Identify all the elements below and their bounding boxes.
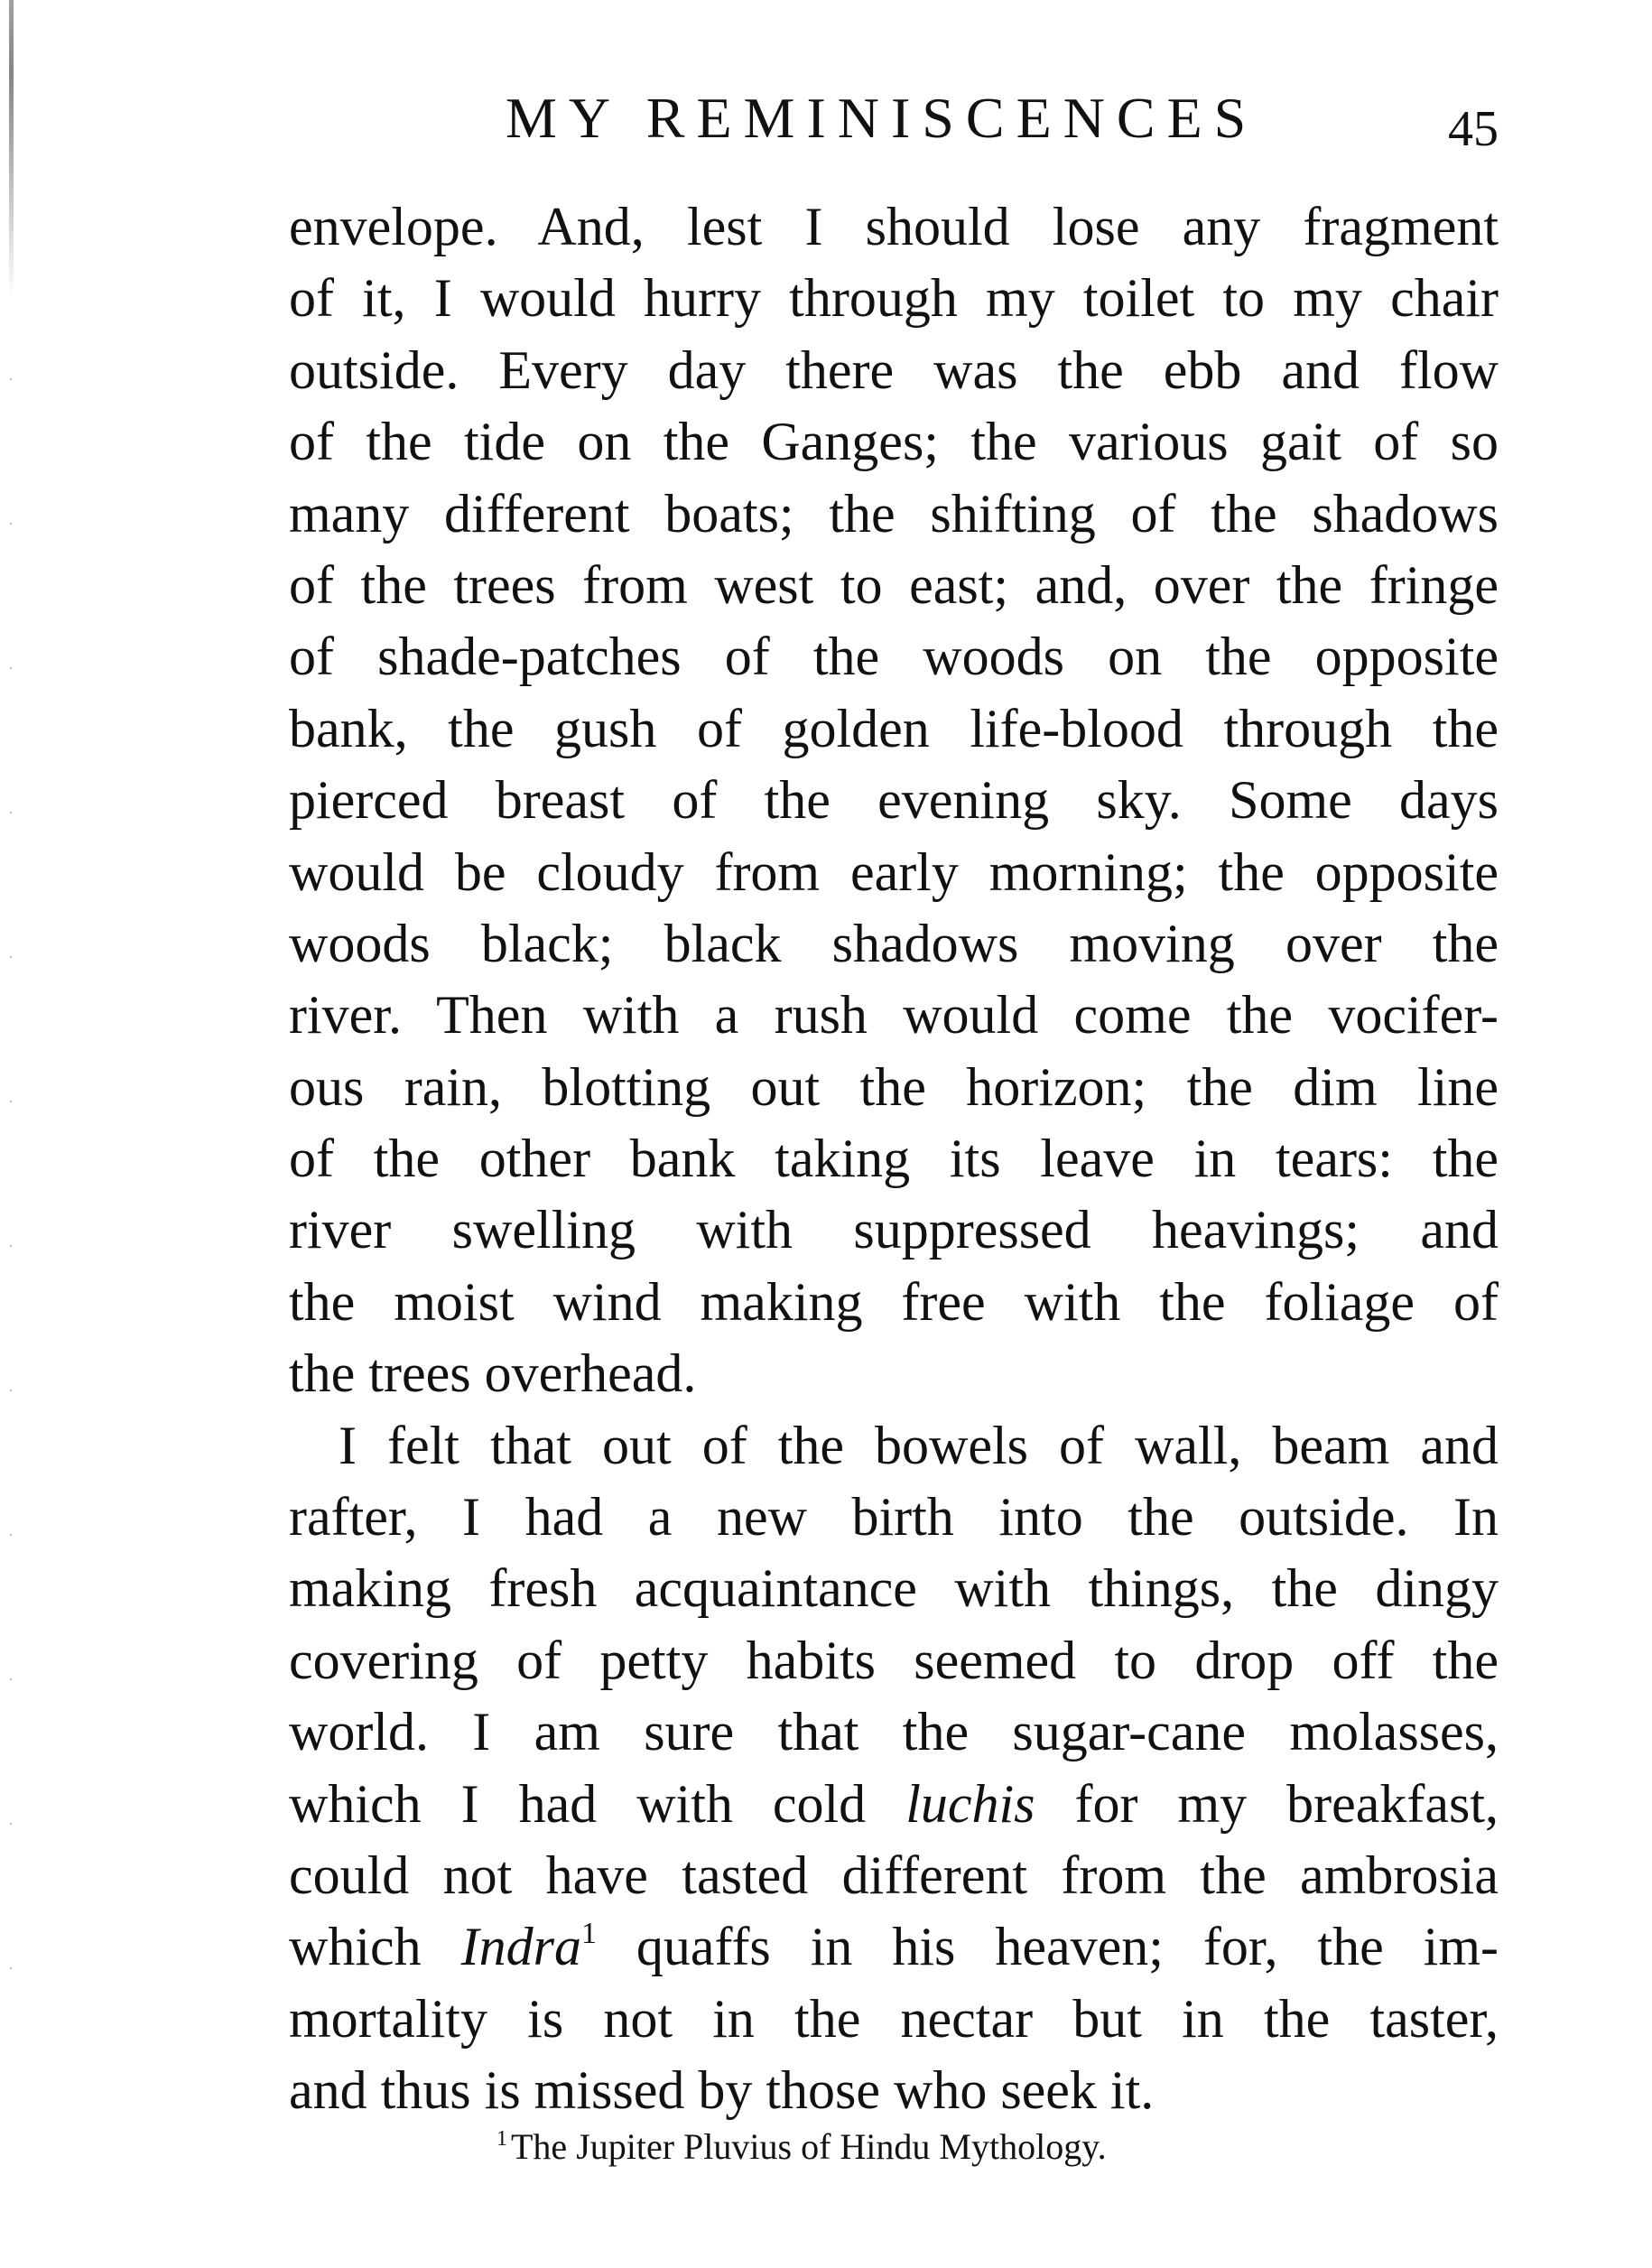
page-number: 45 — [1448, 101, 1499, 157]
text-line: woods black; black shadows moving over the — [289, 913, 1499, 973]
text-line: could not have tasted different from the ambrosia — [289, 1845, 1499, 1905]
italic-term-indra: Indra — [460, 1917, 581, 1977]
footnote-marker: 1 — [497, 2127, 507, 2151]
page-binding-edge — [9, 0, 14, 298]
text-line: world. I am sure that the sugar-cane molasses, — [289, 1702, 1499, 1762]
page-margin-specks — [5, 307, 16, 2022]
text-line: envelope. And, lest I should lose any fragment — [289, 197, 1499, 256]
text-line: mortality is not in the nectar but in the taster, — [289, 1988, 1499, 2049]
text-line: of the tide on the Ganges; the various gait of so — [289, 412, 1499, 472]
text-line: the moist wind making free with the foliage of — [289, 1271, 1499, 1332]
footnote — [497, 2124, 1107, 2170]
text-line: pierced breast of the evening sky. Some days — [289, 770, 1499, 831]
paragraph-start-line: I felt that out of the bowels of wall, beam and — [339, 1415, 1499, 1475]
text-line: of it, I would hurry through my toilet to my chair — [289, 268, 1499, 329]
footnote-reference: 1 — [580, 1917, 597, 1951]
text-line: of shade-patches of the woods on the opposite — [289, 627, 1499, 687]
text-line: many different boats; the shifting of the shadows — [289, 483, 1499, 544]
text-line: would be cloudy from early morning; the opposite — [289, 841, 1499, 902]
text-line: ous rain, blotting out the horizon; the dim line — [289, 1056, 1499, 1117]
running-title: MY REMINISCENCES — [506, 86, 1258, 150]
text-run: which — [289, 1917, 461, 1977]
text-line-luchis — [289, 1769, 1499, 1840]
text-line: covering of petty habits seemed to drop off the — [289, 1630, 1499, 1690]
text-line: outside. Every day there was the ebb and flow — [289, 339, 1499, 400]
text-line: making fresh acquaintance with things, the dingy — [289, 1558, 1499, 1619]
text-line: rafter, I had a new birth into the outside. In — [289, 1487, 1499, 1548]
text-line: river swelling with suppressed heavings; and — [289, 1200, 1499, 1260]
text-run: quaffs in his heaven; for, the im- — [596, 1917, 1499, 1977]
footnote-text: The Jupiter Pluvius of Hindu Mythology. — [511, 2126, 1107, 2167]
text-run: which I had with cold — [289, 1773, 906, 1834]
paragraph-end-line: and thus is missed by those who seek it. — [289, 2060, 1155, 2121]
text-line: bank, the gush of golden life-blood through the — [289, 698, 1499, 758]
running-header — [289, 72, 1499, 163]
text-line-indra — [289, 1911, 1499, 1983]
text-line: of the other bank taking its leave in tears: the — [289, 1129, 1499, 1189]
text-run: for my breakfast, — [1035, 1773, 1499, 1834]
italic-term-luchis: luchis — [905, 1773, 1035, 1834]
paragraph-end-line: the trees overhead. — [289, 1343, 697, 1404]
body-text — [289, 191, 1499, 2127]
text-line: river. Then with a rush would come the vocifer- — [289, 985, 1499, 1046]
text-line: of the trees from west to east; and, over the fringe — [289, 554, 1499, 615]
